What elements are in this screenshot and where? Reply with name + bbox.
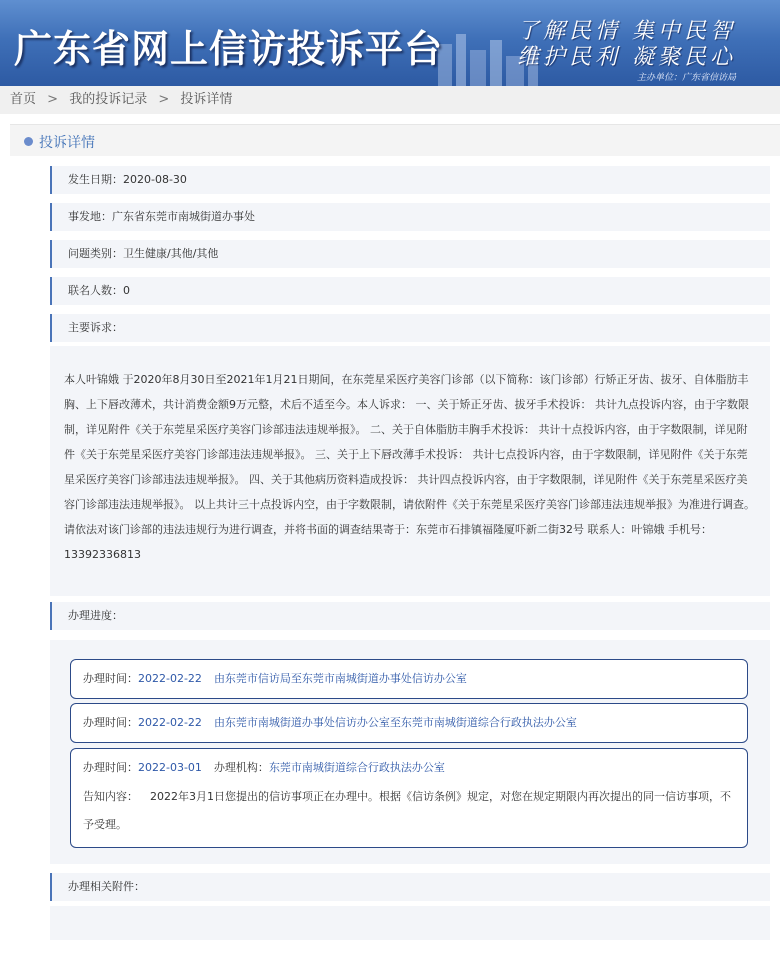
breadcrumb-current-page: 投诉详情 — [180, 92, 233, 107]
breadcrumb — [0, 86, 780, 114]
field-label: 办理进度： — [68, 609, 123, 622]
progress-org-label: 办理机构： — [213, 761, 269, 774]
progress-record — [70, 748, 748, 848]
breadcrumb-my-complaints-link[interactable]: 我的投诉记录 — [69, 92, 148, 107]
attachments-area — [50, 906, 770, 940]
field-value: 0 — [123, 284, 130, 297]
field-main-appeal — [50, 314, 770, 342]
breadcrumb-separator: > — [158, 92, 170, 107]
field-value: 广东省东莞市南城街道办事处 — [112, 210, 255, 223]
field-location — [50, 203, 770, 231]
section-title: 投诉详情 — [39, 135, 95, 151]
field-value: 2020-08-30 — [123, 173, 187, 186]
progress-time-label: 办理时间： — [83, 672, 138, 685]
progress-record — [70, 659, 748, 699]
breadcrumb-separator: > — [47, 92, 59, 107]
progress-notice-label: 告知内容： — [83, 790, 138, 803]
field-category — [50, 240, 770, 268]
breadcrumb-home-link[interactable]: 首页 — [10, 92, 37, 107]
bullet-dot-icon — [24, 137, 33, 146]
progress-detail: 由东莞市南城街道办事处信访办公室至东莞市南城街道综合行政执法办公室 — [213, 716, 577, 729]
field-label: 主要诉求： — [68, 321, 123, 334]
host-organization: 主办单位：广东省信访局 — [636, 73, 736, 83]
field-label: 事发地： — [68, 210, 112, 223]
site-title: 广东省网上信访投诉平台 — [14, 27, 444, 71]
progress-time-label: 办理时间： — [83, 761, 138, 774]
field-occurrence-date — [50, 166, 770, 194]
progress-record — [70, 703, 748, 743]
field-label: 办理相关附件： — [68, 880, 145, 893]
progress-org: 东莞市南城街道综合行政执法办公室 — [268, 761, 445, 774]
slogan-line-1: 了解民情 集中民智 — [517, 19, 736, 44]
field-label: 发生日期： — [68, 173, 123, 186]
field-label: 问题类别： — [68, 247, 123, 260]
field-joint-signers — [50, 277, 770, 305]
field-value: 卫生健康/其他/其他 — [123, 247, 219, 260]
field-label: 联名人数： — [68, 284, 123, 297]
field-attachments — [50, 873, 770, 901]
progress-time: 2022-02-22 — [138, 672, 202, 685]
progress-notice: 2022年3月1日您提出的信访事项正在办理中。根据《信访条例》规定，对您在规定期限内再次提出的同一信访事项，不予受理。 — [83, 790, 731, 831]
progress-detail: 由东莞市信访局至东莞市南城街道办事处信访办公室 — [213, 672, 467, 685]
section-header — [10, 124, 780, 157]
progress-time-label: 办理时间： — [83, 716, 138, 729]
progress-time: 2022-02-22 — [138, 716, 202, 729]
slogan-line-2: 维护民利 凝聚民心 — [517, 45, 736, 70]
field-progress — [50, 602, 770, 630]
site-banner — [0, 0, 780, 86]
complaint-text: 本人叶锦娥 于2020年8月30日至2021年1月21日期间，在东莞星采医疗美容门诊部（以下简称：该门诊部）行矫正牙齿、拔牙、自体脂肪丰胸、上下唇改薄术，共计消费金额9万元整，术后不适至今。本人诉求： 一、关于矫正牙齿、拔牙手术投诉： 共计九点投诉内容，由于字数限制，详见附件《关于东莞星采医疗美容门诊部违法违规举报》。 二、关于自体脂肪丰胸手术投诉： 共计十点投诉内容，由于字数限制，详见附件《关于东莞星采医疗美容门诊部违法违规举报》。 三、关于上下唇改薄手术投诉： 共计七点投诉内容，由于字数限制，详见附件《关于东莞星采医疗美容门诊部违法违规举报》。 四、关于其他病历资料造成投诉： 共计四点投诉内容，由于字数限制，详见附件《关于东莞星采医疗美容门诊部违法违规举报》。 以上共计三十点投诉内空，由于字数限制，请依附件《关于东莞星采医疗美容门诊部违法违规举报》为准进行调查。 请依法对该门诊部的违法违规行为进行调查，并将书面的调查结果寄于：东莞市石排镇福隆厦吓新二街32号 联系人：叶锦娥 手机号：13392336813 — [64, 373, 755, 561]
progress-time: 2022-03-01 — [138, 761, 202, 774]
